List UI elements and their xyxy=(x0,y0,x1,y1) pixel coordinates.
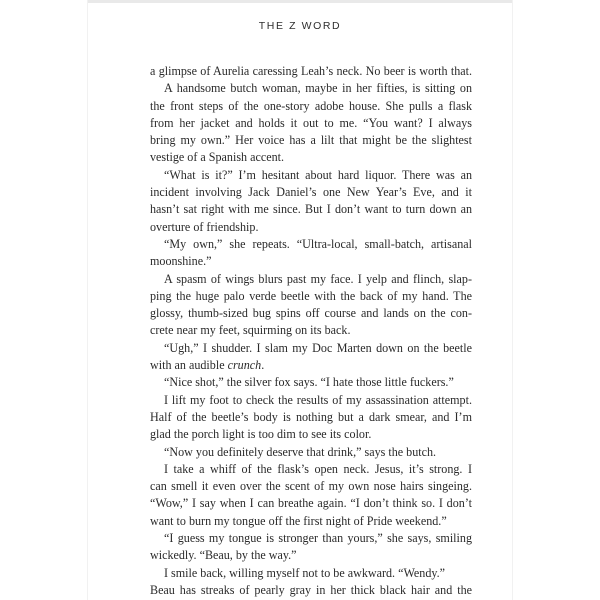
text-line: “Now you definitely deserve that drink,” says the butch. xyxy=(164,444,437,459)
text-line: glossy, thumb-sized bug spins off course and lands on the con- xyxy=(150,306,472,321)
text-line xyxy=(150,357,472,374)
text-line: incident involving Jack Daniel’s one New Year’s Eve, and it xyxy=(150,185,472,200)
text-line: Beau has streaks of pearly gray in her thick black hair and the xyxy=(150,582,472,597)
text-segment: . xyxy=(261,358,265,373)
text-line: can smell it even over the scent of my own nose hairs singeing. xyxy=(150,479,472,494)
text-line: “Ugh,” I shudder. I slam my Doc Marten down on the beetle xyxy=(164,340,472,355)
text-line: moonshine.” xyxy=(150,254,212,269)
text-line: glad the porch light is too dim to see its color. xyxy=(150,427,372,442)
page-top-edge xyxy=(88,0,512,3)
text-line: “What is it?” I’m hesitant about hard liquor. There was an xyxy=(164,167,472,182)
text-line: the front steps of the one-story adobe house. She pulls a flask xyxy=(150,98,472,113)
text-line: vestige of a Spanish accent. xyxy=(150,150,284,165)
text-line: a glimpse of Aurelia caressing Leah’s neck. No beer is worth that. xyxy=(150,64,472,78)
book-page xyxy=(88,0,512,600)
text-line: A handsome butch woman, maybe in her fifties, is sitting on xyxy=(164,81,472,96)
text-line: “My own,” she repeats. “Ultra-local, small-batch, artisanal xyxy=(164,236,472,251)
text-segment: with an audible xyxy=(150,358,228,373)
text-line: hasn’t sat right with me since. But I don’t want to turn down an xyxy=(150,202,472,217)
body-text xyxy=(150,63,472,599)
text-line: A spasm of wings blurs past my face. I yelp and flinch, slap- xyxy=(164,271,472,286)
text-line: “Nice shot,” the silver fox says. “I hate those little fuckers.” xyxy=(164,375,454,390)
text-line: want to burn my tongue off the first night of Pride weekend.” xyxy=(150,513,447,528)
text-line: crete near my feet, squirming on its back. xyxy=(150,323,351,338)
text-line: “I guess my tongue is stronger than yours,” she says, smiling xyxy=(164,531,472,546)
text-line: I take a whiff of the flask’s open neck. Jesus, it’s strong. I xyxy=(164,461,472,476)
italic-word: crunch xyxy=(227,358,262,373)
text-line: wickedly. “Beau, by the way.” xyxy=(150,548,297,563)
text-line: bring my own.” Her voice has a lilt that might be the slightest xyxy=(150,133,472,148)
text-line: I smile back, willing myself not to be awkward. “Wendy.” xyxy=(164,565,446,580)
text-line: Half of the beetle’s body is nothing but a dark smear, and I’m xyxy=(150,409,472,424)
text-line: from her jacket and holds it out to me. “You want? I always xyxy=(150,115,472,130)
text-line: ping the huge palo verde beetle with the back of my hand. The xyxy=(150,288,472,303)
running-header: THE Z WORD xyxy=(258,20,342,32)
text-line: I lift my foot to check the results of my assassination attempt. xyxy=(164,392,472,407)
text-line: “Wow,” I say when I can breathe again. “I don’t think so. I don’t xyxy=(150,496,472,511)
text-line: overture of friendship. xyxy=(150,219,259,234)
